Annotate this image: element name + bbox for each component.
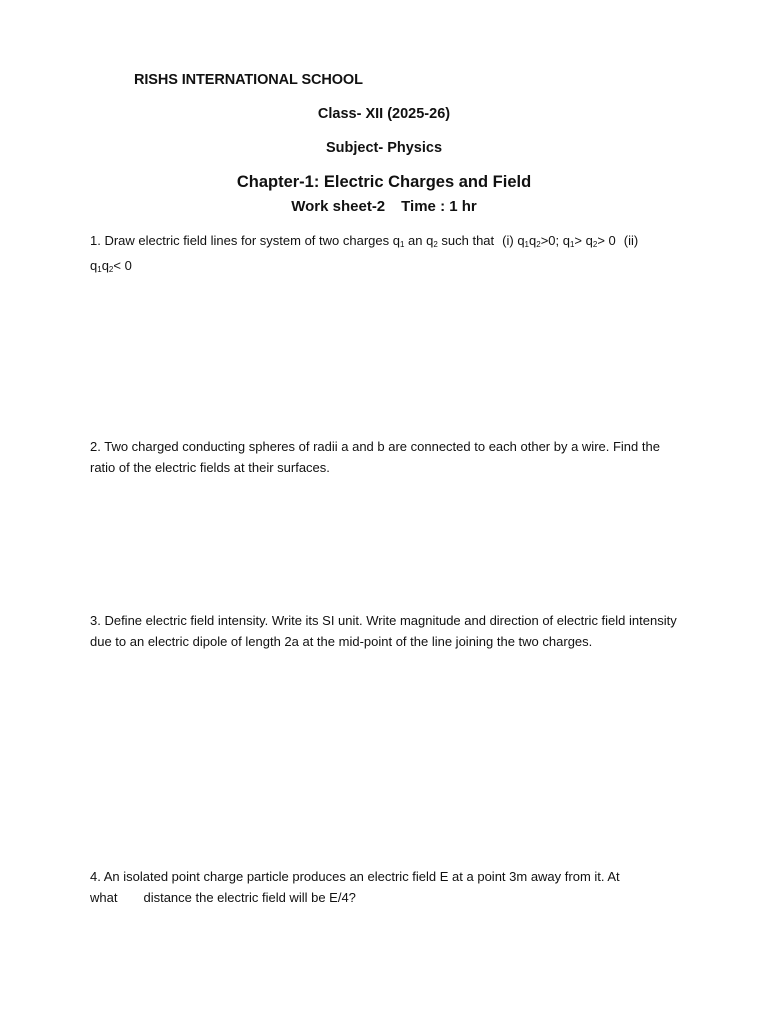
q1-subscript: 2: [592, 240, 598, 249]
q1-text: > 0: [597, 233, 616, 248]
class-heading: Class- XII (2025-26): [317, 106, 451, 122]
q1-text: 1. Draw electric field lines for system of two charges q: [90, 233, 400, 248]
q4-line-2-start: what: [90, 890, 118, 905]
question-2: 2. Two charged conducting spheres of radii a and b are connected to each other by a wire. Find the ratio of the electric fields at their surfaces.: [90, 439, 660, 475]
q1-subscript: 1: [399, 240, 405, 249]
q1-text: < 0: [113, 258, 132, 273]
q1-text: q: [90, 258, 98, 273]
q4-line-1: 4. An isolated point charge particle produces an electric field E at a point 3m away from it. At: [90, 869, 620, 884]
q1-subscript: 1: [569, 240, 575, 249]
chapter-title: Chapter-1: Electric Charges and Field: [236, 173, 532, 191]
subject-heading: Subject- Physics: [325, 140, 443, 156]
q1-text: > q: [574, 233, 593, 248]
q1-subscript: 2: [108, 265, 114, 274]
school-name: RISHS INTERNATIONAL SCHOOL: [134, 72, 363, 88]
q1-part-i: (i) q: [502, 233, 525, 248]
worksheet-number: Work sheet-2: [291, 198, 386, 215]
q1-text: an q: [404, 233, 434, 248]
q1-subscript: 2: [433, 240, 438, 249]
time-allowed: Time : 1 hr: [401, 198, 477, 215]
q1-part-ii: (ii): [623, 233, 639, 248]
question-4: [90, 866, 680, 908]
question-1: [90, 230, 680, 280]
q1-text: >0; q: [540, 233, 570, 248]
q1-subscript: 1: [524, 240, 529, 249]
q1-text: such that: [437, 233, 495, 248]
q1-subscript: 2: [536, 240, 541, 249]
question-3: 3. Define electric field intensity. Write its SI unit. Write magnitude and direction of electric field intensity due to an electric dipole of length 2a at the mid-point of the line joining the two charges.: [90, 613, 677, 649]
worksheet-info: [0, 198, 768, 215]
q1-text: q: [101, 258, 109, 273]
q1-text: q: [529, 233, 537, 248]
q4-line-2-end: distance the electric field will be E/4?: [143, 890, 356, 905]
q1-subscript: 1: [97, 265, 102, 274]
